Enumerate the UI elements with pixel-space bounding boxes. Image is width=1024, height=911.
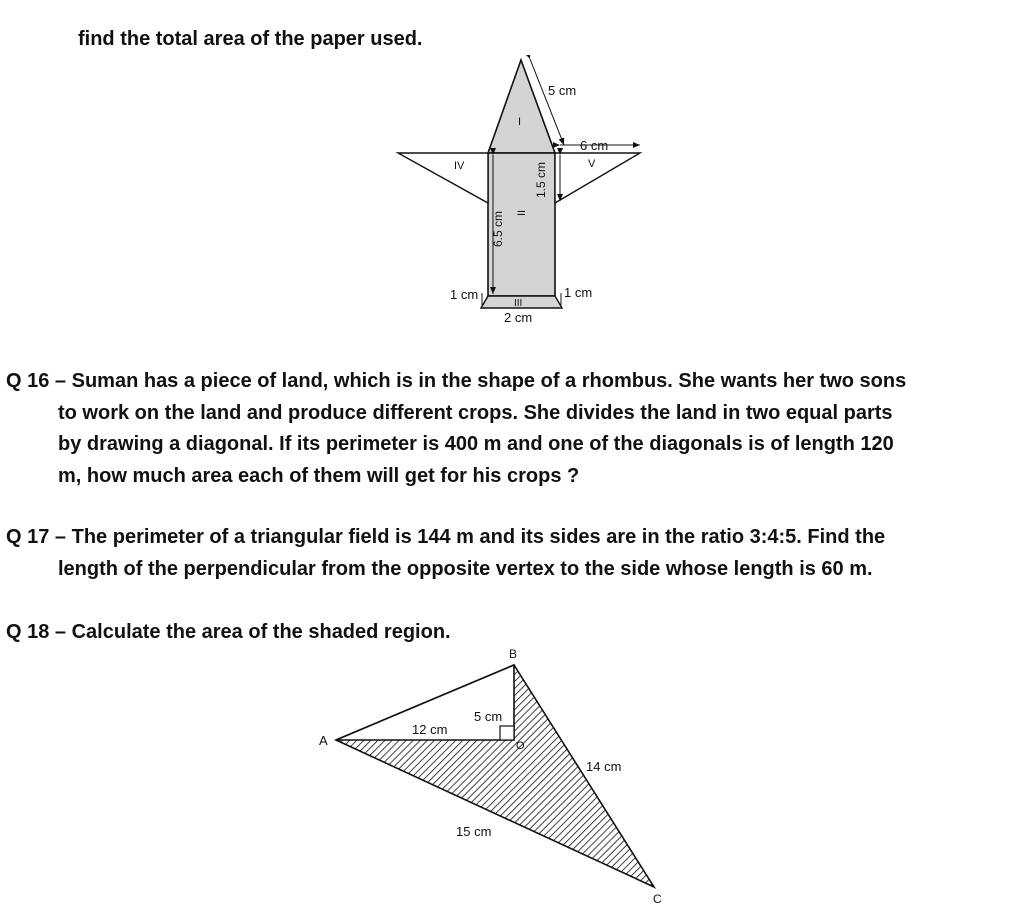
label-part-iii: III <box>514 298 523 309</box>
question-16-line-3: by drawing a diagonal. If its perimeter is 400 m and one of the diagonals is of length 120 <box>58 433 894 455</box>
label-part-iv: IV <box>454 160 465 172</box>
question-17-line-1: The perimeter of a triangular field is 144 m and its sides are in the ratio 3:4:5. Find the <box>71 526 886 548</box>
label-part-i: I <box>518 116 522 128</box>
part-iv-triangle <box>398 153 488 203</box>
intro-text: find the total area of the paper used. <box>78 28 423 50</box>
label-1-5cm: 1.5 cm <box>534 161 548 198</box>
label-bc-14cm: 14 cm <box>586 759 622 774</box>
part-i-triangle <box>488 60 555 153</box>
question-16 <box>6 366 1016 492</box>
part-v-triangle <box>555 153 640 203</box>
question-18 <box>6 617 1016 649</box>
vertex-label-a: A <box>319 733 328 748</box>
question-16-number: Q 16 – <box>6 370 67 392</box>
question-16-line-4: m, how much area each of them will get for his crops ? <box>58 464 580 487</box>
question-18-line-1: Calculate the area of the shaded region. <box>71 621 451 643</box>
label-bo-5cm: 5 cm <box>474 709 503 724</box>
question-17-line-2: length of the perpendicular from the opposite vertex to the side whose length is 60 m. <box>58 557 873 580</box>
label-part-v: V <box>588 158 596 170</box>
label-6cm: 6 cm <box>580 138 609 153</box>
label-1cm-left: 1 cm <box>450 287 479 302</box>
shaded-triangle-figure <box>310 645 680 907</box>
vertex-label-c: C <box>653 892 662 906</box>
label-2cm: 2 cm <box>504 310 533 325</box>
label-part-ii: II <box>516 209 528 216</box>
question-17 <box>6 522 1016 585</box>
right-angle-marker <box>500 726 514 740</box>
label-1cm-right: 1 cm <box>564 285 593 300</box>
vertex-label-o: O <box>516 740 525 752</box>
question-16-line-1: Suman has a piece of land, which is in the shape of a rhombus. She wants her two sons <box>71 370 907 392</box>
question-17-number: Q 17 – <box>6 526 67 548</box>
label-5cm: 5 cm <box>548 83 577 98</box>
paper-rocket-figure <box>390 55 650 330</box>
vertex-label-b: B <box>509 647 518 661</box>
question-16-line-2: to work on the land and produce different crops. She divides the land in two equal parts <box>58 401 893 424</box>
question-18-number: Q 18 – <box>6 621 67 643</box>
label-ac-15cm: 15 cm <box>456 824 492 839</box>
label-ao-12cm: 12 cm <box>412 722 448 737</box>
label-6-5cm: 6.5 cm <box>491 210 505 247</box>
